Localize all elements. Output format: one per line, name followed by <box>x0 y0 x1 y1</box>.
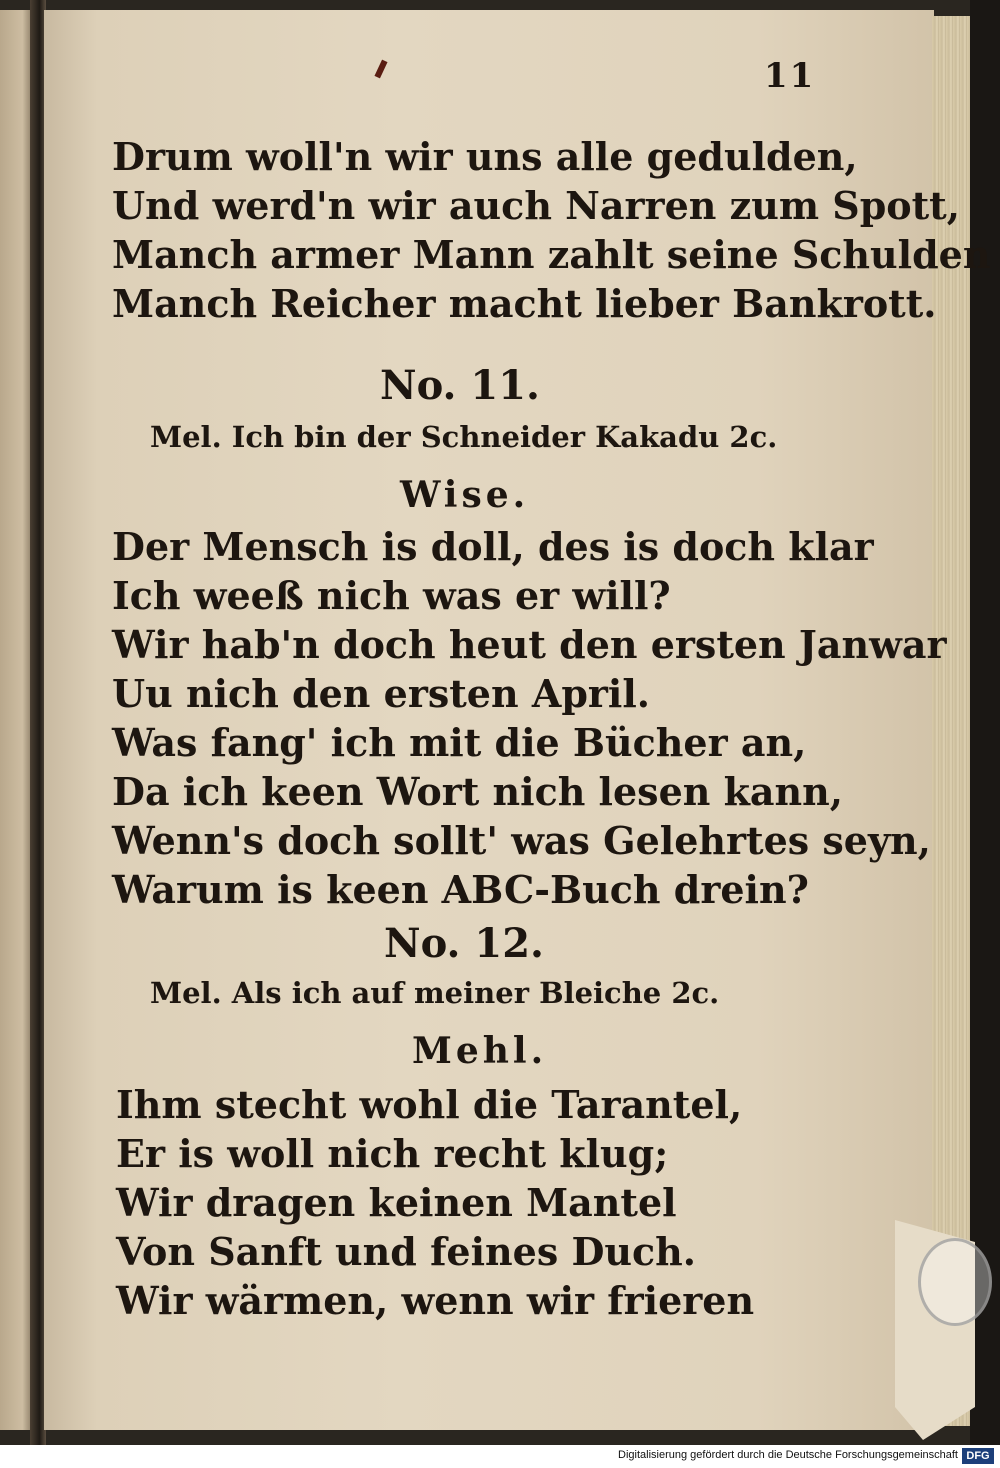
song-12-verse <box>116 1080 754 1325</box>
melody-line-12: Mel. Als ich auf meiner Bleiche 2c. <box>150 976 720 1010</box>
verse-line: Der Mensch is doll, des is doch klar <box>112 524 874 569</box>
verse-line: Manch Reicher macht lieber Bankrott. <box>112 281 937 326</box>
footer-bar <box>0 1445 1000 1468</box>
verse-line: Er is woll nich recht klug; <box>116 1131 669 1176</box>
verse-line: Von Sanft und feines Duch. <box>116 1229 697 1274</box>
speaker-name-11: Wise. <box>400 474 530 516</box>
left-page-edge <box>0 10 32 1430</box>
verse-line: Wir dragen keinen Mantel <box>116 1180 677 1225</box>
funding-credit: Digitalisierung gefördert durch die Deutsche Forschungsgemeinschaft <box>618 1449 958 1461</box>
verse-line: Wir wärmen, wenn wir frieren <box>116 1278 755 1323</box>
verse-line: Und werd'n wir auch Narren zum Spott, <box>112 183 960 228</box>
song-number-11: No. 11. <box>380 362 540 409</box>
verse-line: Manch armer Mann zahlt seine Schulden <box>112 232 991 277</box>
verse-line: Ich weeß nich was er will? <box>112 573 671 618</box>
verse-line: Ihm stecht wohl die Tarantel, <box>116 1082 743 1127</box>
verse-line: Uu nich den ersten April. <box>112 671 651 716</box>
verse-line: Wir hab'n doch heut den ersten Janwar <box>112 622 947 667</box>
verse-line: Da ich keen Wort nich lesen kann, <box>112 769 844 814</box>
speaker-name-12: Mehl. <box>412 1030 548 1072</box>
verse-line: Warum is keen ABC-Buch drein? <box>112 867 809 912</box>
verse-line: Drum woll'n wir uns alle gedulden, <box>112 134 858 179</box>
tab-ring <box>918 1238 992 1326</box>
melody-line-11: Mel. Ich bin der Schneider Kakadu 2c. <box>150 420 778 454</box>
stanza-top <box>112 132 991 328</box>
verse-line: Wenn's doch sollt' was Gelehrtes seyn, <box>112 818 931 863</box>
page-number: 11 <box>764 56 816 96</box>
verse-line: Was fang' ich mit die Bücher an, <box>112 720 807 765</box>
dfg-logo: DFG <box>962 1448 994 1464</box>
song-number-12: No. 12. <box>384 920 544 967</box>
song-11-verse <box>112 522 947 914</box>
